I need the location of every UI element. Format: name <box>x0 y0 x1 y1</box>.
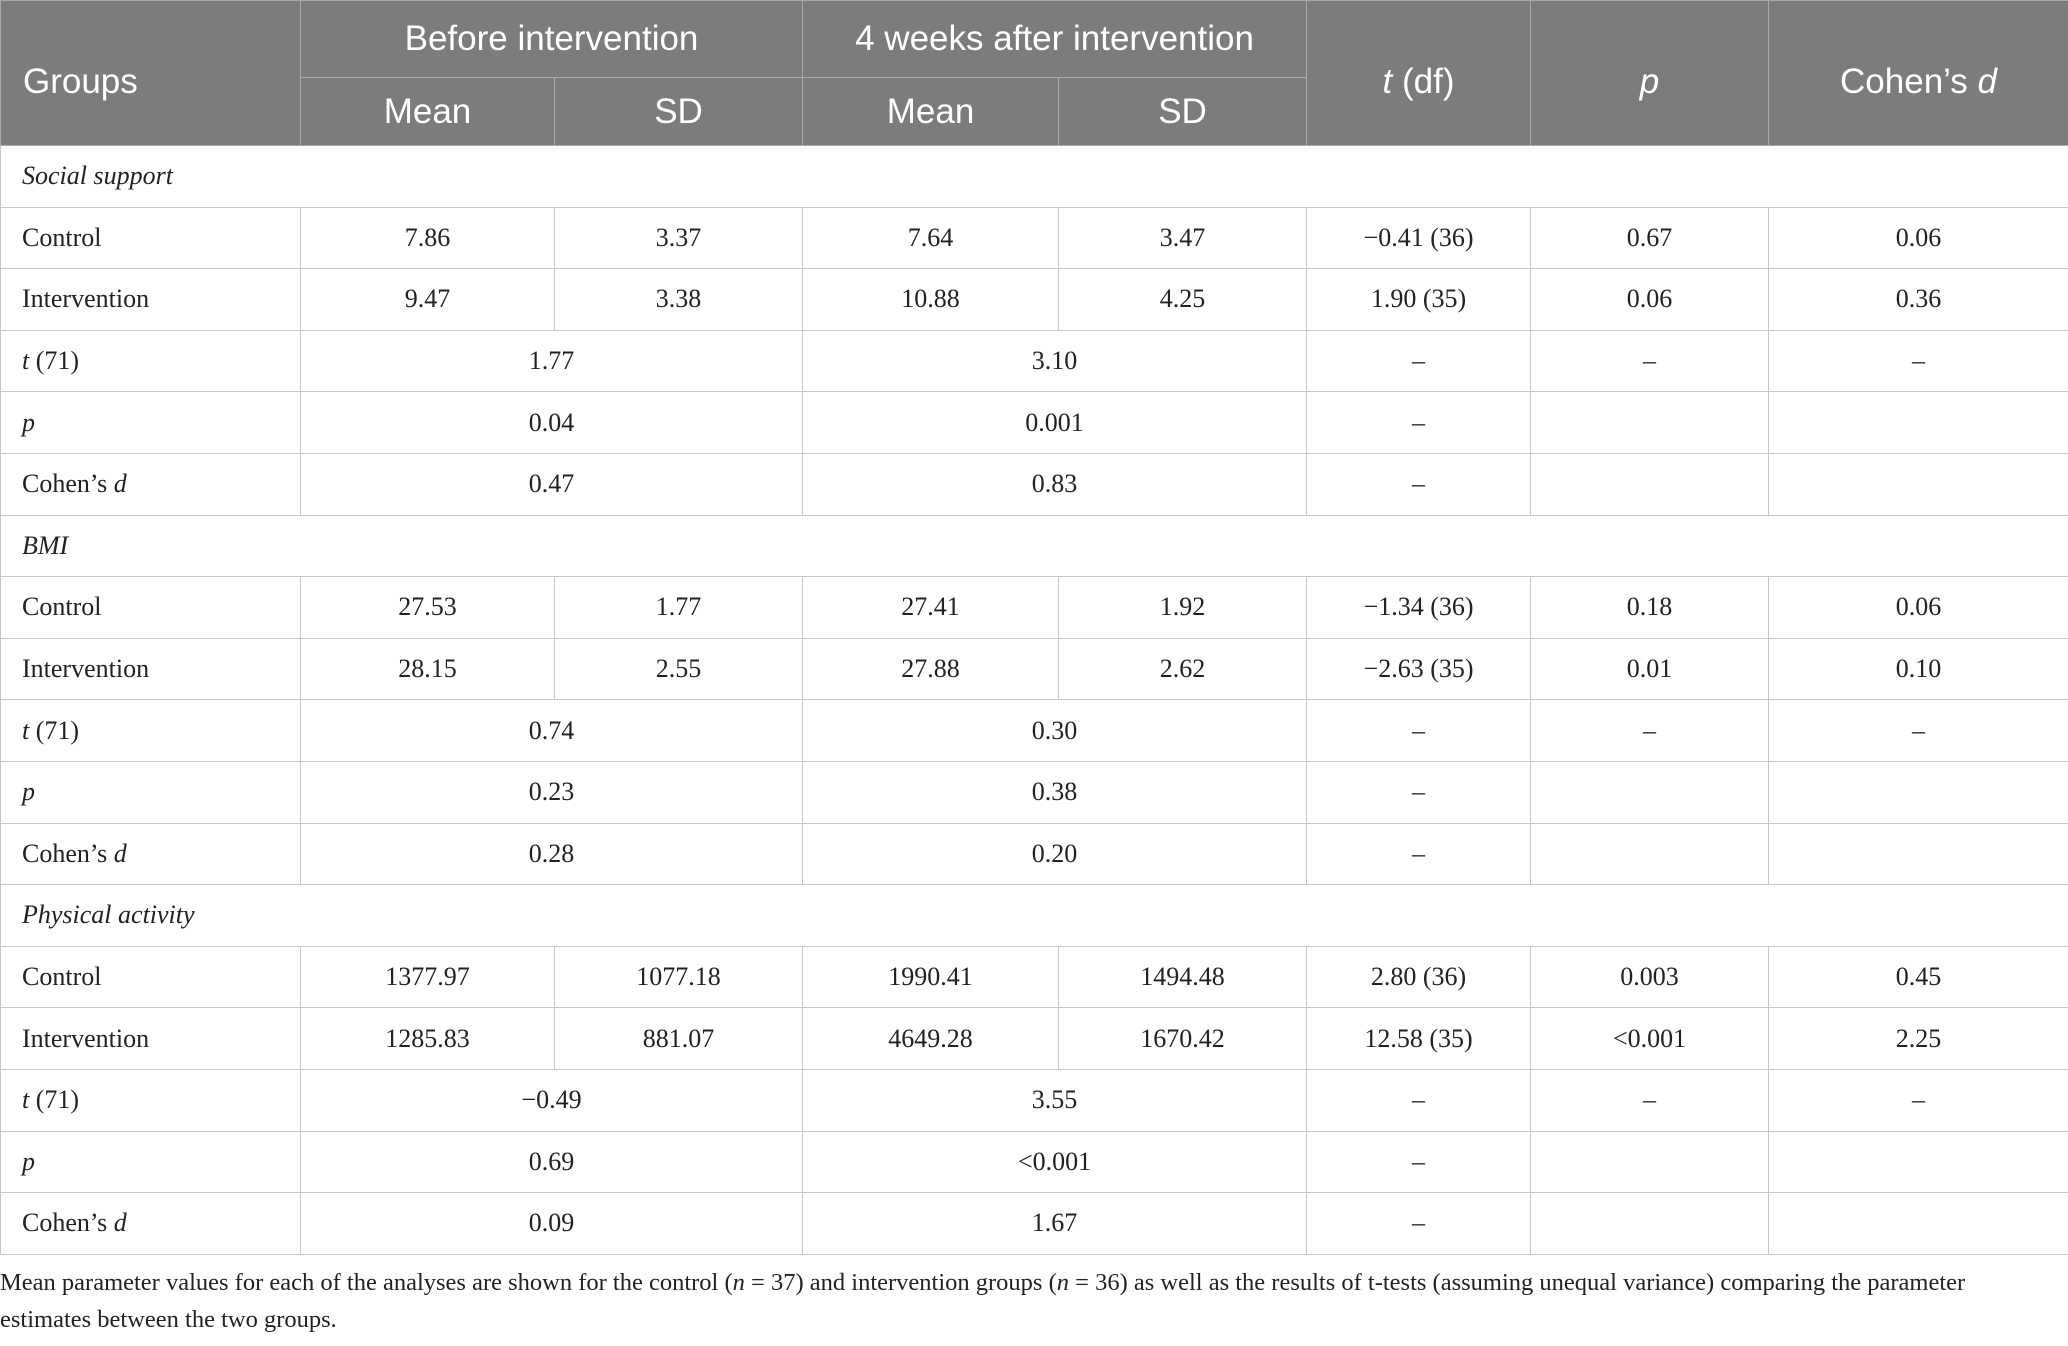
table-row-pa-p <box>1 1131 2068 1193</box>
col-header-groups: Groups <box>1 1 301 146</box>
cell-t-df: – <box>1307 1069 1531 1131</box>
cell-t-df: – <box>1307 1193 1531 1255</box>
cell-before: 1.77 <box>301 330 803 392</box>
col-header-p: p <box>1531 1 1769 146</box>
cell-after: 0.20 <box>803 823 1307 885</box>
cell-before-mean: 1285.83 <box>301 1008 555 1070</box>
col-header-before-mean: Mean <box>301 78 555 146</box>
cell-t-df: – <box>1307 700 1531 762</box>
cell-before: 0.74 <box>301 700 803 762</box>
cell-p: – <box>1531 700 1769 762</box>
row-label: Intervention <box>1 1008 301 1070</box>
cell-after-mean: 4649.28 <box>803 1008 1059 1070</box>
cell-after-mean: 1990.41 <box>803 946 1059 1008</box>
cell-cohens-d: – <box>1769 330 2068 392</box>
cell-cohens-d <box>1769 823 2068 885</box>
cell-before: 0.28 <box>301 823 803 885</box>
cell-before-sd: 1.77 <box>555 577 803 639</box>
cell-before-mean: 28.15 <box>301 638 555 700</box>
cell-before-mean: 9.47 <box>301 269 555 331</box>
section-title: Physical activity <box>1 885 2068 947</box>
cell-before: 0.09 <box>301 1193 803 1255</box>
cell-t-df: −0.41 (36) <box>1307 207 1531 269</box>
cell-p <box>1531 761 1769 823</box>
table-row-social-control <box>1 207 2068 269</box>
row-label: Control <box>1 207 301 269</box>
table-row-pa-t71 <box>1 1069 2068 1131</box>
row-label: Cohen’s d <box>1 823 301 885</box>
table-row-bmi-control <box>1 577 2068 639</box>
cell-t-df: 12.58 (35) <box>1307 1008 1531 1070</box>
row-label: t (71) <box>1 330 301 392</box>
cell-p: 0.01 <box>1531 638 1769 700</box>
row-label: p <box>1 1131 301 1193</box>
cell-after: <0.001 <box>803 1131 1307 1193</box>
cell-p <box>1531 453 1769 515</box>
section-row-social-support <box>1 146 2068 208</box>
cell-before-mean: 27.53 <box>301 577 555 639</box>
table-row-social-p <box>1 392 2068 454</box>
cell-after-mean: 10.88 <box>803 269 1059 331</box>
table-row-social-intervention <box>1 269 2068 331</box>
cell-after-sd: 4.25 <box>1059 269 1307 331</box>
cell-cohens-d: 2.25 <box>1769 1008 2068 1070</box>
col-header-after-mean: Mean <box>803 78 1059 146</box>
cell-t-df: −1.34 (36) <box>1307 577 1531 639</box>
cell-p <box>1531 1193 1769 1255</box>
section-title: Social support <box>1 146 2068 208</box>
cell-p: 0.06 <box>1531 269 1769 331</box>
cell-p: 0.003 <box>1531 946 1769 1008</box>
cell-after-mean: 27.88 <box>803 638 1059 700</box>
col-header-after: 4 weeks after intervention <box>803 1 1307 78</box>
cell-cohens-d: 0.06 <box>1769 577 2068 639</box>
section-title: BMI <box>1 515 2068 577</box>
cell-after-sd: 1.92 <box>1059 577 1307 639</box>
cell-cohens-d: 0.45 <box>1769 946 2068 1008</box>
cell-after-mean: 27.41 <box>803 577 1059 639</box>
row-label: p <box>1 761 301 823</box>
cell-p: – <box>1531 1069 1769 1131</box>
col-header-t-df: t (df) <box>1307 1 1531 146</box>
cell-p <box>1531 1131 1769 1193</box>
cell-after: 3.10 <box>803 330 1307 392</box>
cell-after: 3.55 <box>803 1069 1307 1131</box>
col-header-before: Before intervention <box>301 1 803 78</box>
cell-cohens-d <box>1769 1193 2068 1255</box>
cell-after: 0.30 <box>803 700 1307 762</box>
cell-t-df: −2.63 (35) <box>1307 638 1531 700</box>
cell-p: <0.001 <box>1531 1008 1769 1070</box>
cell-cohens-d: – <box>1769 1069 2068 1131</box>
row-label: p <box>1 392 301 454</box>
cell-cohens-d: 0.06 <box>1769 207 2068 269</box>
cell-cohens-d <box>1769 453 2068 515</box>
cell-t-df: 2.80 (36) <box>1307 946 1531 1008</box>
cell-before-sd: 3.37 <box>555 207 803 269</box>
cell-t-df: 1.90 (35) <box>1307 269 1531 331</box>
cell-after-sd: 2.62 <box>1059 638 1307 700</box>
cell-before: 0.69 <box>301 1131 803 1193</box>
row-label: t (71) <box>1 700 301 762</box>
cell-after-sd: 3.47 <box>1059 207 1307 269</box>
cell-after: 1.67 <box>803 1193 1307 1255</box>
col-header-cohens-d: Cohen’s d <box>1769 1 2068 146</box>
cell-cohens-d <box>1769 1131 2068 1193</box>
cell-after-sd: 1494.48 <box>1059 946 1307 1008</box>
table-row-pa-cohens <box>1 1193 2068 1255</box>
row-label: t (71) <box>1 1069 301 1131</box>
row-label: Intervention <box>1 269 301 331</box>
table-row-bmi-p <box>1 761 2068 823</box>
row-label: Control <box>1 946 301 1008</box>
cell-before-sd: 1077.18 <box>555 946 803 1008</box>
cell-before: 0.04 <box>301 392 803 454</box>
cell-before-mean: 1377.97 <box>301 946 555 1008</box>
cell-t-df: – <box>1307 1131 1531 1193</box>
cell-cohens-d: 0.10 <box>1769 638 2068 700</box>
table-footnote: Mean parameter values for each of the analyses are shown for the control (n = 37) and intervention groups (n = 36) as well as the results of t-tests (assuming unequal variance) comparing the parameter estimates between the two groups. <box>0 1269 1966 1333</box>
cell-before-sd: 881.07 <box>555 1008 803 1070</box>
cell-cohens-d: – <box>1769 700 2068 762</box>
cell-t-df: – <box>1307 761 1531 823</box>
cell-p: – <box>1531 330 1769 392</box>
cell-after: 0.83 <box>803 453 1307 515</box>
row-label: Cohen’s d <box>1 1193 301 1255</box>
table-header <box>1 1 2068 146</box>
cell-p <box>1531 823 1769 885</box>
table-row-bmi-cohens <box>1 823 2068 885</box>
cell-t-df: – <box>1307 392 1531 454</box>
cell-p <box>1531 392 1769 454</box>
cell-after-mean: 7.64 <box>803 207 1059 269</box>
cell-t-df: – <box>1307 823 1531 885</box>
table-row-bmi-t71 <box>1 700 2068 762</box>
table-row-pa-intervention <box>1 1008 2068 1070</box>
section-row-physical-activity <box>1 885 2068 947</box>
cell-before-sd: 2.55 <box>555 638 803 700</box>
cell-p: 0.18 <box>1531 577 1769 639</box>
cell-before: −0.49 <box>301 1069 803 1131</box>
table-row-social-t71 <box>1 330 2068 392</box>
cell-after-sd: 1670.42 <box>1059 1008 1307 1070</box>
cell-before-mean: 7.86 <box>301 207 555 269</box>
cell-cohens-d <box>1769 761 2068 823</box>
table-row-bmi-intervention <box>1 638 2068 700</box>
cell-after: 0.001 <box>803 392 1307 454</box>
table-row-pa-control <box>1 946 2068 1008</box>
table-body <box>1 146 2068 1255</box>
table-row-social-cohens <box>1 453 2068 515</box>
col-header-after-sd: SD <box>1059 78 1307 146</box>
cell-t-df: – <box>1307 453 1531 515</box>
cell-cohens-d: 0.36 <box>1769 269 2068 331</box>
cell-after: 0.38 <box>803 761 1307 823</box>
row-label: Control <box>1 577 301 639</box>
row-label: Cohen’s d <box>1 453 301 515</box>
col-header-before-sd: SD <box>555 78 803 146</box>
row-label: Intervention <box>1 638 301 700</box>
cell-t-df: – <box>1307 330 1531 392</box>
cell-before: 0.23 <box>301 761 803 823</box>
cell-before: 0.47 <box>301 453 803 515</box>
section-row-bmi <box>1 515 2068 577</box>
cell-cohens-d <box>1769 392 2068 454</box>
cell-before-sd: 3.38 <box>555 269 803 331</box>
cell-p: 0.67 <box>1531 207 1769 269</box>
